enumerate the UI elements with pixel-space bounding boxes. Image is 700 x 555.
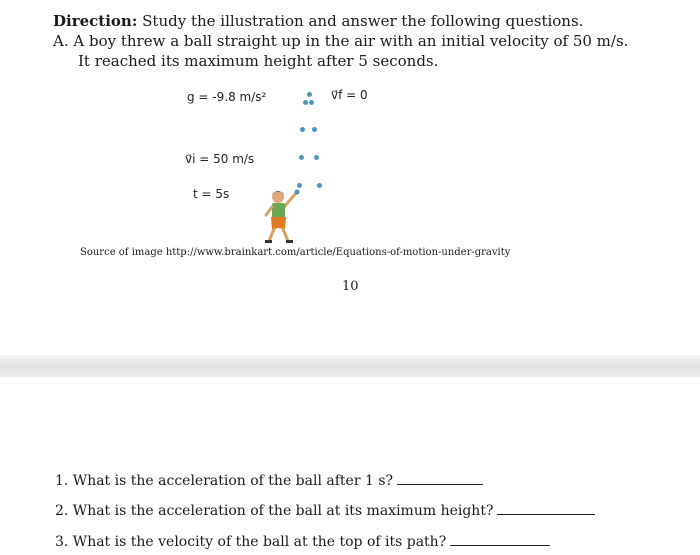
page-separator — [0, 355, 700, 377]
ball-dot — [299, 155, 304, 160]
direction-line — [53, 12, 583, 30]
question-1-answer-blank — [397, 484, 483, 485]
page-number: 10 — [342, 279, 359, 294]
question-3-text: 3. What is the velocity of the ball at the top of its path? — [55, 534, 447, 550]
image-source-citation: Source of image http://www.brainkart.com/article/Equations-of-motion-under-gravity — [80, 247, 511, 258]
question-2-text: 2. What is the acceleration of the ball at its maximum height? — [55, 503, 494, 519]
question-3-answer-blank — [450, 545, 550, 546]
ball-dot — [303, 100, 308, 105]
direction-label: Direction: — [53, 12, 138, 30]
worksheet-page-bottom — [0, 377, 700, 555]
direction-text: Study the illustration and answer the following questions. — [142, 12, 584, 30]
question-3 — [55, 534, 550, 550]
initial-velocity-label: v⃗i = 50 m/s — [185, 152, 255, 166]
gravity-label: g = -9.8 m/s² — [187, 90, 267, 104]
ball-dot — [317, 183, 322, 188]
ball-dot — [314, 155, 319, 160]
ball-dot — [312, 127, 317, 132]
time-label: t = 5s — [193, 187, 230, 201]
final-velocity-label: v⃗f = 0 — [331, 88, 368, 102]
ball-dot — [300, 127, 305, 132]
ball-dot — [309, 100, 314, 105]
question-1-text: 1. What is the acceleration of the ball after 1 s? — [55, 473, 394, 489]
item-a-line-2: It reached its maximum height after 5 seconds. — [78, 52, 439, 70]
question-1 — [55, 473, 483, 489]
ball-top-dot — [307, 92, 312, 97]
boy-throwing-illustration — [260, 185, 305, 247]
item-a-line-1: A. A boy threw a ball straight up in the air with an initial velocity of 50 m/s. — [53, 32, 629, 50]
question-2-answer-blank — [497, 514, 595, 515]
question-2 — [55, 503, 595, 519]
